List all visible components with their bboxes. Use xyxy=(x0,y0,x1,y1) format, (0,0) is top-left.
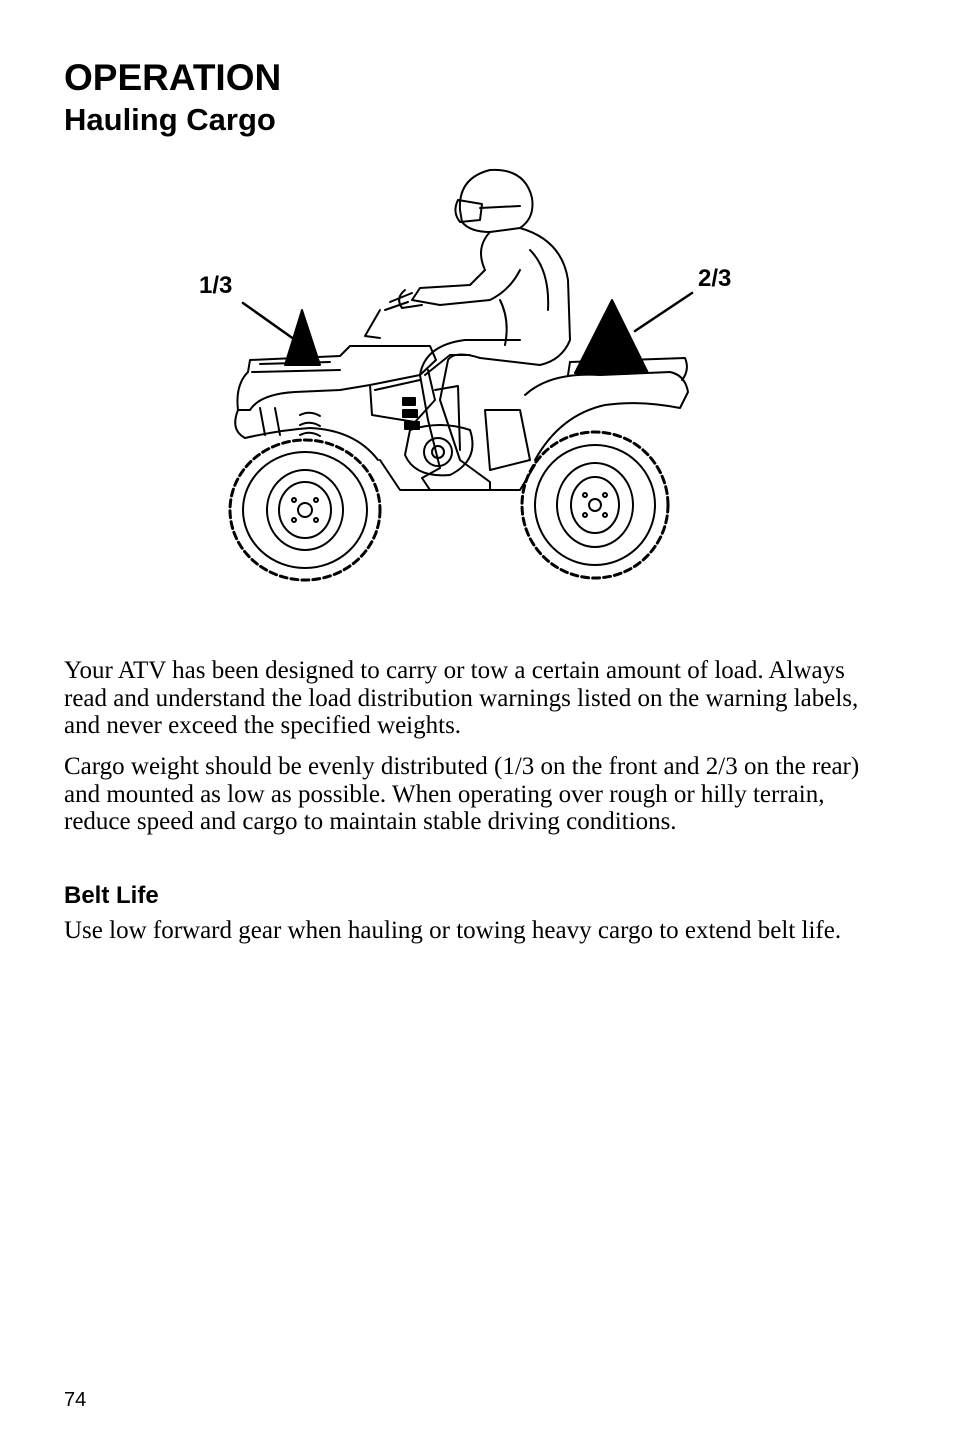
page-title: Hauling Cargo xyxy=(64,102,276,137)
atv-cargo-illustration xyxy=(190,160,770,590)
front-load-label: 1/3 xyxy=(199,272,233,299)
front-leader-line xyxy=(243,303,298,342)
section-title: OPERATION xyxy=(64,57,282,98)
page-number: 74 xyxy=(64,1389,87,1411)
front-wheel xyxy=(230,440,380,580)
rear-leader-line xyxy=(635,293,692,331)
rear-wheel xyxy=(522,432,668,578)
body-paragraph-belt-life: Use low forward gear when hauling or towing heavy cargo to extend belt life. xyxy=(64,917,842,944)
body-paragraph-load: Your ATV has been designed to carry or tow a certain amount of load. Always read and understand the load distribution warnings listed on the warning labels, and never exceed the specified weights. xyxy=(64,657,859,739)
rear-load-label: 2/3 xyxy=(698,265,732,292)
rider xyxy=(365,170,570,490)
belt-life-heading: Belt Life xyxy=(64,882,159,909)
body-paragraph-distribution: Cargo weight should be evenly distributed (1/3 on the front and 2/3 on the rear) and mounted as low as possible. When operating over rough or hilly terrain, reduce speed and cargo to maintain stable driving conditions. xyxy=(64,753,860,835)
rear-load-marker xyxy=(575,300,648,373)
